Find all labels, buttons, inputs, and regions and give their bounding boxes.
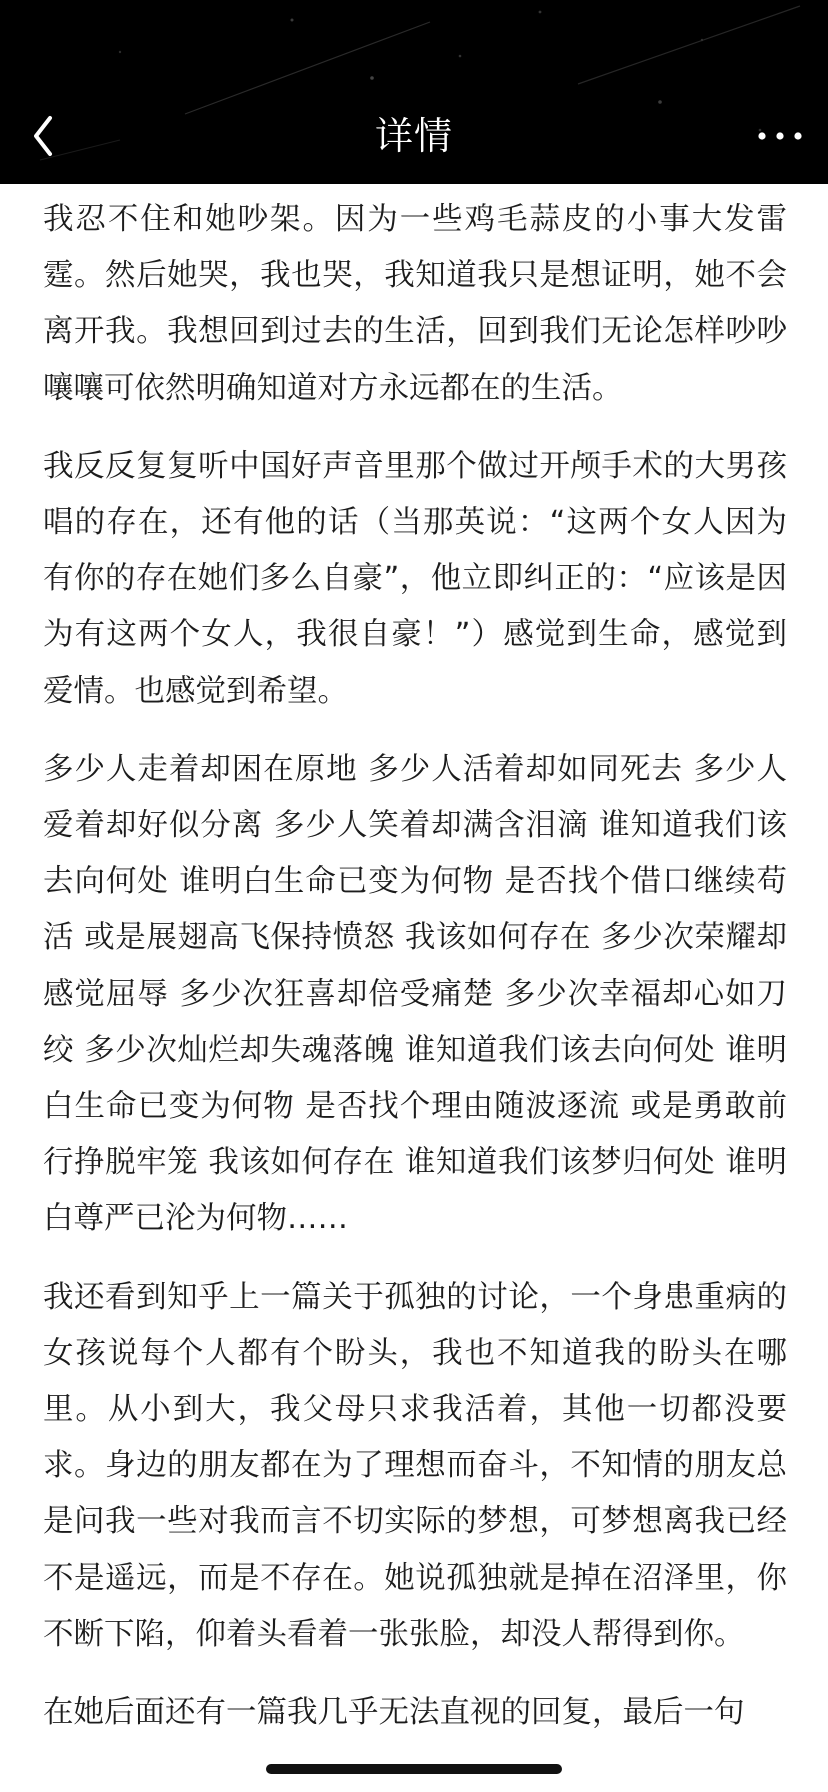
header-bar [0, 0, 828, 184]
nav-bar [0, 100, 828, 184]
article-paragraph: 多少人走着却困在原地 多少人活着却如同死去 多少人爱着却好似分离 多少人笑着却满含泪滴 谁知道我们该去向何处 谁明白生命已变为何物 是否找个借口继续苟活 或是展翅高飞保持愤怒 我该如何存在 多少次荣耀却感觉屈辱 多少次狂喜却倍受痛楚 多少次幸福却心如刀绞 多少次灿烂却失魂落魄 谁知道我们该去向何处 谁明白生命已变为何物 是否找个理由随波逐流 或是勇敢前行挣脱牢笼 我该如何存在 谁知道我们该梦归何处 谁明白尊严已沦为何物…… [43, 751, 787, 1237]
article-body [43, 192, 787, 1763]
page-title: 详情 [374, 114, 453, 158]
home-indicator[interactable] [266, 1764, 562, 1774]
article-paragraph: 在她后面还有一篇我几乎无法直视的回复，最后一句 [43, 1695, 745, 1731]
more-button[interactable] [748, 116, 812, 156]
article-paragraph: 我忍不住和她吵架。因为一些鸡毛蒜皮的小事大发雷霆。然后她哭，我也哭，我知道我只是想证明，她不会离开我。我想回到过去的生活，回到我们无论怎样吵吵嚷嚷可依然明确知道对方永远都在的生活。 [43, 202, 787, 406]
article-paragraph: 我还看到知乎上一篇关于孤独的讨论，一个身患重病的女孩说每个人都有个盼头，我也不知道我的盼头在哪里。从小到大，我父母只求我活着，其他一切都没要求。身边的朋友都在为了理想而奋斗，不知情的朋友总是问我一些对我而言不切实际的梦想，可梦想离我已经不是遥远，而是不存在。她说孤独就是掉在沼泽里，你不断下陷，仰着头看着一张张脸，却没人帮得到你。 [43, 1279, 787, 1652]
more-horizontal-icon [748, 116, 812, 156]
article-paragraph: 我反反复复听中国好声音里那个做过开颅手术的大男孩唱的存在，还有他的话（当那英说：“这两个女人因为有你的存在她们多么自豪”，他立即纠正的：“应该是因为有这两个女人，我很自豪！”）感觉到生命，感觉到爱情。也感觉到希望。 [43, 448, 787, 709]
